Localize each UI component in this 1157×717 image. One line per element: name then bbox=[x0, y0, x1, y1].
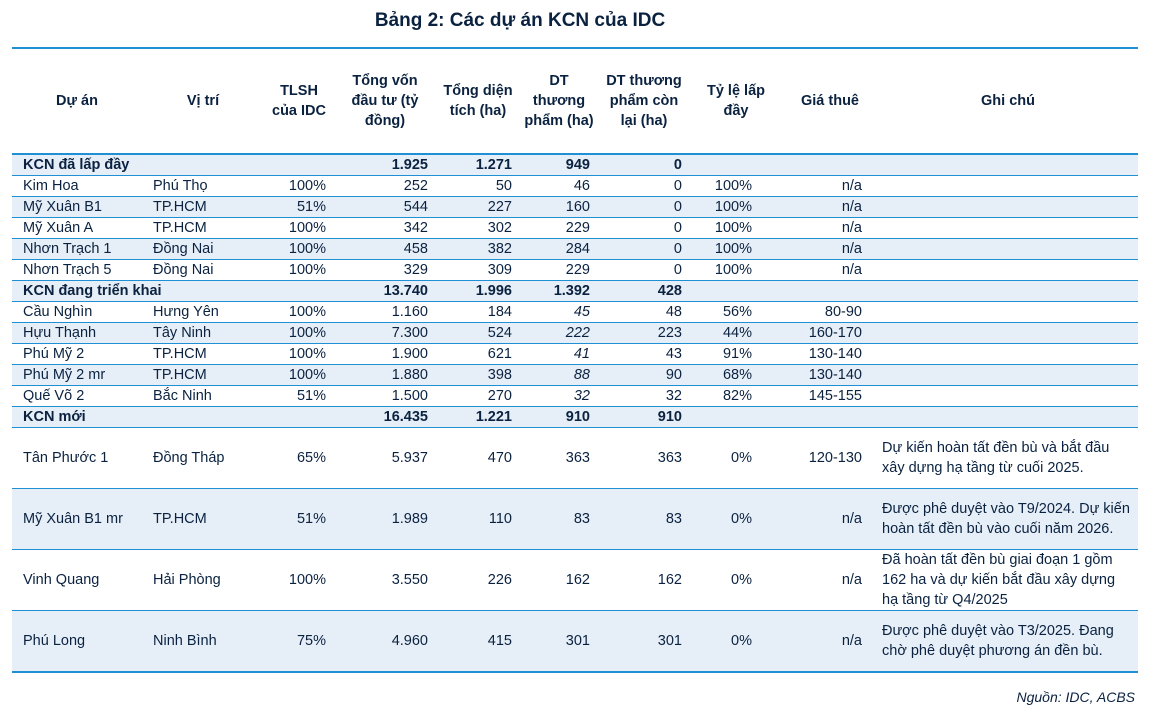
kcn-projects-table bbox=[12, 47, 1138, 673]
group-commercial-area: 949 bbox=[520, 154, 598, 176]
cell-location: Bắc Ninh bbox=[142, 386, 264, 407]
cell-location: TP.HCM bbox=[142, 197, 264, 218]
cell-ownership: 100% bbox=[264, 365, 334, 386]
group-investment: 1.925 bbox=[334, 154, 436, 176]
group-total-area: 1.271 bbox=[436, 154, 520, 176]
cell-remaining-area: 0 bbox=[598, 176, 690, 197]
cell-rent: 160-170 bbox=[782, 323, 878, 344]
cell-commercial-area: 162 bbox=[520, 550, 598, 611]
cell-ownership: 51% bbox=[264, 386, 334, 407]
cell-project: Mỹ Xuân B1 bbox=[12, 197, 142, 218]
cell-note bbox=[878, 260, 1138, 281]
cell-project: Kim Hoa bbox=[12, 176, 142, 197]
cell-ownership: 100% bbox=[264, 550, 334, 611]
cell-rent: n/a bbox=[782, 611, 878, 673]
cell-commercial-area: 83 bbox=[520, 489, 598, 550]
cell-rent: 145-155 bbox=[782, 386, 878, 407]
cell-commercial-area: 32 bbox=[520, 386, 598, 407]
cell-project: Phú Mỹ 2 bbox=[12, 344, 142, 365]
table-row bbox=[12, 218, 1138, 239]
cell-note bbox=[878, 323, 1138, 344]
cell-ownership: 100% bbox=[264, 302, 334, 323]
cell-project: Mỹ Xuân A bbox=[12, 218, 142, 239]
cell-ownership: 100% bbox=[264, 323, 334, 344]
cell-project: Nhơn Trạch 1 bbox=[12, 239, 142, 260]
cell-investment: 458 bbox=[334, 239, 436, 260]
table-row bbox=[12, 386, 1138, 407]
source-note: Nguồn: IDC, ACBS bbox=[1016, 689, 1135, 705]
group-investment: 13.740 bbox=[334, 281, 436, 302]
cell-note bbox=[878, 386, 1138, 407]
cell-commercial-area: 160 bbox=[520, 197, 598, 218]
cell-commercial-area: 222 bbox=[520, 323, 598, 344]
cell-remaining-area: 0 bbox=[598, 218, 690, 239]
cell-total-area: 398 bbox=[436, 365, 520, 386]
group-remaining-area: 428 bbox=[598, 281, 690, 302]
group-total-area: 1.221 bbox=[436, 407, 520, 428]
cell-investment: 1.900 bbox=[334, 344, 436, 365]
cell-project: Tân Phước 1 bbox=[12, 428, 142, 489]
cell-commercial-area: 229 bbox=[520, 260, 598, 281]
cell-occupancy: 100% bbox=[690, 176, 782, 197]
cell-note bbox=[878, 302, 1138, 323]
cell-commercial-area: 46 bbox=[520, 176, 598, 197]
cell-rent: n/a bbox=[782, 239, 878, 260]
cell-occupancy: 56% bbox=[690, 302, 782, 323]
cell-ownership: 100% bbox=[264, 239, 334, 260]
table-row bbox=[12, 239, 1138, 260]
group-row bbox=[12, 281, 1138, 302]
cell-remaining-area: 301 bbox=[598, 611, 690, 673]
cell-project: Hựu Thạnh bbox=[12, 323, 142, 344]
cell-remaining-area: 90 bbox=[598, 365, 690, 386]
header-total-area: Tổng diện tích (ha) bbox=[436, 48, 520, 154]
cell-total-area: 309 bbox=[436, 260, 520, 281]
cell-total-area: 415 bbox=[436, 611, 520, 673]
cell-investment: 4.960 bbox=[334, 611, 436, 673]
cell-ownership: 100% bbox=[264, 344, 334, 365]
group-label: KCN đang triển khai bbox=[12, 281, 334, 302]
header-investment: Tổng vốn đầu tư (tỷ đồng) bbox=[334, 48, 436, 154]
cell-project: Quế Võ 2 bbox=[12, 386, 142, 407]
cell-location: Đồng Nai bbox=[142, 260, 264, 281]
group-row bbox=[12, 407, 1138, 428]
cell-investment: 3.550 bbox=[334, 550, 436, 611]
cell-investment: 252 bbox=[334, 176, 436, 197]
cell-remaining-area: 0 bbox=[598, 197, 690, 218]
cell-location: Hải Phòng bbox=[142, 550, 264, 611]
header-ownership: TLSH của IDC bbox=[264, 48, 334, 154]
cell-total-area: 184 bbox=[436, 302, 520, 323]
cell-commercial-area: 45 bbox=[520, 302, 598, 323]
cell-rent: 80-90 bbox=[782, 302, 878, 323]
cell-total-area: 621 bbox=[436, 344, 520, 365]
cell-occupancy: 0% bbox=[690, 428, 782, 489]
cell-occupancy: 68% bbox=[690, 365, 782, 386]
table-row bbox=[12, 489, 1138, 550]
cell-occupancy: 100% bbox=[690, 260, 782, 281]
cell-rent: n/a bbox=[782, 218, 878, 239]
cell-commercial-area: 301 bbox=[520, 611, 598, 673]
cell-investment: 329 bbox=[334, 260, 436, 281]
cell-investment: 1.500 bbox=[334, 386, 436, 407]
cell-total-area: 270 bbox=[436, 386, 520, 407]
group-investment: 16.435 bbox=[334, 407, 436, 428]
cell-ownership: 51% bbox=[264, 197, 334, 218]
header-remaining-area: DT thương phẩm còn lại (ha) bbox=[598, 48, 690, 154]
cell-investment: 1.160 bbox=[334, 302, 436, 323]
cell-rent: n/a bbox=[782, 176, 878, 197]
cell-occupancy: 0% bbox=[690, 489, 782, 550]
cell-ownership: 51% bbox=[264, 489, 334, 550]
cell-commercial-area: 41 bbox=[520, 344, 598, 365]
cell-occupancy: 82% bbox=[690, 386, 782, 407]
header-location: Vị trí bbox=[142, 48, 264, 154]
cell-location: Tây Ninh bbox=[142, 323, 264, 344]
cell-project: Vinh Quang bbox=[12, 550, 142, 611]
cell-location: Phú Thọ bbox=[142, 176, 264, 197]
cell-investment: 544 bbox=[334, 197, 436, 218]
cell-occupancy: 0% bbox=[690, 550, 782, 611]
cell-note: Đã hoàn tất đền bù giai đoạn 1 gồm 162 ha và dự kiến bắt đầu xây dựng hạ tầng từ Q4/2025 bbox=[878, 550, 1138, 611]
cell-ownership: 75% bbox=[264, 611, 334, 673]
cell-total-area: 227 bbox=[436, 197, 520, 218]
table-row bbox=[12, 550, 1138, 611]
cell-total-area: 226 bbox=[436, 550, 520, 611]
header-occupancy: Tỷ lệ lấp đầy bbox=[690, 48, 782, 154]
cell-note bbox=[878, 197, 1138, 218]
cell-commercial-area: 88 bbox=[520, 365, 598, 386]
table-title: Bảng 2: Các dự án KCN của IDC bbox=[374, 10, 666, 31]
cell-remaining-area: 32 bbox=[598, 386, 690, 407]
header-project: Dự án bbox=[12, 48, 142, 154]
cell-total-area: 524 bbox=[436, 323, 520, 344]
table-row bbox=[12, 611, 1138, 673]
group-label: KCN đã lấp đầy bbox=[12, 154, 334, 176]
cell-location: Đồng Tháp bbox=[142, 428, 264, 489]
cell-investment: 1.880 bbox=[334, 365, 436, 386]
cell-total-area: 470 bbox=[436, 428, 520, 489]
cell-project: Mỹ Xuân B1 mr bbox=[12, 489, 142, 550]
cell-remaining-area: 43 bbox=[598, 344, 690, 365]
header-commercial-area: DT thương phẩm (ha) bbox=[520, 48, 598, 154]
cell-note bbox=[878, 365, 1138, 386]
table-row bbox=[12, 323, 1138, 344]
cell-rent: n/a bbox=[782, 489, 878, 550]
group-total-area: 1.996 bbox=[436, 281, 520, 302]
cell-remaining-area: 48 bbox=[598, 302, 690, 323]
group-row bbox=[12, 154, 1138, 176]
cell-ownership: 100% bbox=[264, 260, 334, 281]
cell-remaining-area: 83 bbox=[598, 489, 690, 550]
cell-project: Phú Long bbox=[12, 611, 142, 673]
cell-investment: 1.989 bbox=[334, 489, 436, 550]
header-row bbox=[12, 48, 1138, 154]
cell-total-area: 110 bbox=[436, 489, 520, 550]
cell-note bbox=[878, 218, 1138, 239]
cell-occupancy: 91% bbox=[690, 344, 782, 365]
cell-remaining-area: 0 bbox=[598, 239, 690, 260]
cell-investment: 342 bbox=[334, 218, 436, 239]
cell-location: TP.HCM bbox=[142, 344, 264, 365]
cell-rent: n/a bbox=[782, 260, 878, 281]
group-commercial-area: 1.392 bbox=[520, 281, 598, 302]
table-row bbox=[12, 428, 1138, 489]
cell-note: Được phê duyệt vào T9/2024. Dự kiến hoàn tất đền bù vào cuối năm 2026. bbox=[878, 489, 1138, 550]
cell-occupancy: 44% bbox=[690, 323, 782, 344]
cell-remaining-area: 223 bbox=[598, 323, 690, 344]
cell-investment: 5.937 bbox=[334, 428, 436, 489]
table-row bbox=[12, 260, 1138, 281]
cell-location: Ninh Bình bbox=[142, 611, 264, 673]
cell-ownership: 65% bbox=[264, 428, 334, 489]
cell-ownership: 100% bbox=[264, 176, 334, 197]
cell-project: Cầu Nghìn bbox=[12, 302, 142, 323]
table-row bbox=[12, 365, 1138, 386]
cell-commercial-area: 284 bbox=[520, 239, 598, 260]
group-remaining-area: 0 bbox=[598, 154, 690, 176]
cell-location: TP.HCM bbox=[142, 489, 264, 550]
cell-total-area: 50 bbox=[436, 176, 520, 197]
cell-total-area: 302 bbox=[436, 218, 520, 239]
cell-rent: n/a bbox=[782, 550, 878, 611]
cell-commercial-area: 229 bbox=[520, 218, 598, 239]
cell-note: Được phê duyệt vào T3/2025. Đang chờ phê duyệt phương án đền bù. bbox=[878, 611, 1138, 673]
cell-investment: 7.300 bbox=[334, 323, 436, 344]
cell-location: Hưng Yên bbox=[142, 302, 264, 323]
cell-remaining-area: 162 bbox=[598, 550, 690, 611]
cell-ownership: 100% bbox=[264, 218, 334, 239]
cell-occupancy: 100% bbox=[690, 239, 782, 260]
group-commercial-area: 910 bbox=[520, 407, 598, 428]
group-label: KCN mới bbox=[12, 407, 334, 428]
header-note: Ghi chú bbox=[878, 48, 1138, 154]
cell-rent: n/a bbox=[782, 197, 878, 218]
cell-note: Dự kiến hoàn tất đền bù và bắt đầu xây dựng hạ tầng từ cuối 2025. bbox=[878, 428, 1138, 489]
cell-location: TP.HCM bbox=[142, 218, 264, 239]
cell-location: Đồng Nai bbox=[142, 239, 264, 260]
group-remaining-area: 910 bbox=[598, 407, 690, 428]
table-row bbox=[12, 176, 1138, 197]
cell-note bbox=[878, 344, 1138, 365]
cell-note bbox=[878, 239, 1138, 260]
cell-project: Phú Mỹ 2 mr bbox=[12, 365, 142, 386]
cell-occupancy: 0% bbox=[690, 611, 782, 673]
cell-project: Nhơn Trạch 5 bbox=[12, 260, 142, 281]
cell-commercial-area: 363 bbox=[520, 428, 598, 489]
cell-remaining-area: 0 bbox=[598, 260, 690, 281]
cell-occupancy: 100% bbox=[690, 218, 782, 239]
cell-location: TP.HCM bbox=[142, 365, 264, 386]
cell-remaining-area: 363 bbox=[598, 428, 690, 489]
cell-rent: 130-140 bbox=[782, 344, 878, 365]
header-rent: Giá thuê bbox=[782, 48, 878, 154]
cell-rent: 120-130 bbox=[782, 428, 878, 489]
table-row bbox=[12, 197, 1138, 218]
cell-rent: 130-140 bbox=[782, 365, 878, 386]
table-row bbox=[12, 344, 1138, 365]
cell-occupancy: 100% bbox=[690, 197, 782, 218]
table-row bbox=[12, 302, 1138, 323]
cell-total-area: 382 bbox=[436, 239, 520, 260]
cell-note bbox=[878, 176, 1138, 197]
